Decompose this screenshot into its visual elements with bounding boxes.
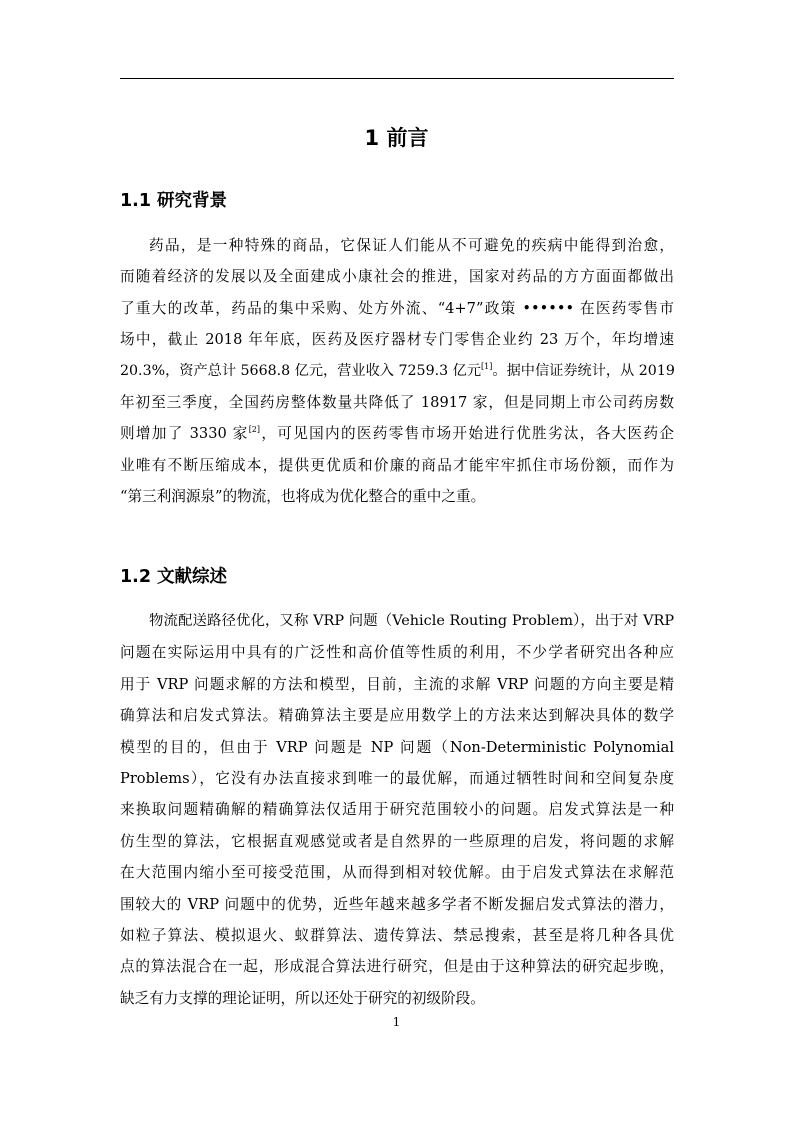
section-title: 文献综述 — [157, 567, 227, 587]
chapter-title: 1 前言 — [364, 126, 429, 150]
text-line: 围较大的 VRP 问题中的优势，近些年越来越多学者不断发掘启发式算法的潜力， — [120, 895, 674, 913]
page-number: 1 — [392, 1015, 401, 1029]
text-line: 而随着经济的发展以及全面建成小康社会的推进，国家对药品的方方面面都做出 — [120, 268, 674, 286]
text-line: 年初至三季度，全国药房整体数量共降低了 18917 家，但是同期上市公司药房数 — [120, 393, 674, 411]
citation-2: [2] — [248, 425, 261, 435]
section-title: 研究背景 — [157, 191, 227, 211]
text-line: 20.3%，资产总计 5668.8 亿元，营业收入 7259.3 亿元[1]。据中信证券统计，从 2019 — [120, 361, 675, 379]
text-line: 在大范围内缩小至可接受范围，从而得到相对较优解。由于启发式算法在求解范 — [120, 864, 674, 882]
text-line: 业唯有不断压缩成本，提供更优质和价廉的商品才能牢牢抓住市场份额，而作为 — [120, 456, 674, 474]
text-line: 模型的目的，但由于 VRP 问题是 NP 问题（Non-Deterministic Polynomial — [120, 738, 674, 756]
text-line: 物流配送路径优化，又称 VRP 问题（Vehicle Routing Problem），出于对 VRP — [149, 613, 674, 629]
section-heading-literature-review — [120, 561, 227, 593]
text-line: 如粒子算法、模拟退火、蚁群算法、遗传算法、禁忌搜索，甚至是将几种各具优 — [120, 926, 674, 944]
header-rule — [120, 78, 674, 79]
text-line: 问题在实际运用中具有的广泛性和高价值等性质的利用，不少学者研究出各种应 — [120, 644, 674, 662]
text-line: Problems），它没有办法直接求到唯一的最优解，而通过牺牲时间和空间复杂度 — [120, 769, 674, 787]
text-line: 缺乏有力支撑的理论证明，所以还处于研究的初级阶段。 — [120, 989, 485, 1007]
paragraph-literature-review — [120, 606, 674, 1014]
text-line: 用于 VRP 问题求解的方法和模型，目前，主流的求解 VRP 问题的方向主要是精 — [120, 675, 674, 693]
text-line: 来换取问题精确解的精确算法仅适用于研究范围较小的问题。启发式算法是一种 — [120, 801, 674, 819]
text-line: 仿生型的算法，它根据直观感觉或者是自然界的一些原理的启发，将问题的求解 — [120, 832, 674, 850]
text-line: 点的算法混合在一起，形成混合算法进行研究，但是由于这种算法的研究起步晚， — [120, 958, 674, 976]
section-number: 1.1 — [120, 191, 152, 211]
text-line: 场中，截止 2018 年年底，医药及医疗器材专门零售企业约 23 万个，年均增速 — [120, 331, 674, 349]
citation-1: [1] — [481, 361, 493, 371]
text-line: 则增加了 3330 家[2]，可见国内的医药零售市场开始进行优胜劣汰，各大医药企 — [120, 425, 674, 443]
text-line: “第三利润源泉”的物流，也将成为优化整合的重中之重。 — [120, 488, 486, 506]
text-line: 药品，是一种特殊的商品，它保证人们能从不可避免的疾病中能得到治愈， — [149, 237, 674, 254]
paragraph-research-background — [120, 230, 674, 513]
section-number: 1.2 — [120, 567, 152, 587]
text-line: 了重大的改革，药品的集中采购、处方外流、“4+7”政策 •••••• 在医药零售市 — [120, 299, 674, 317]
text-line: 确算法和启发式算法。精确算法主要是应用数学上的方法来达到解决具体的数学 — [120, 707, 674, 725]
section-heading-research-background — [120, 185, 227, 217]
